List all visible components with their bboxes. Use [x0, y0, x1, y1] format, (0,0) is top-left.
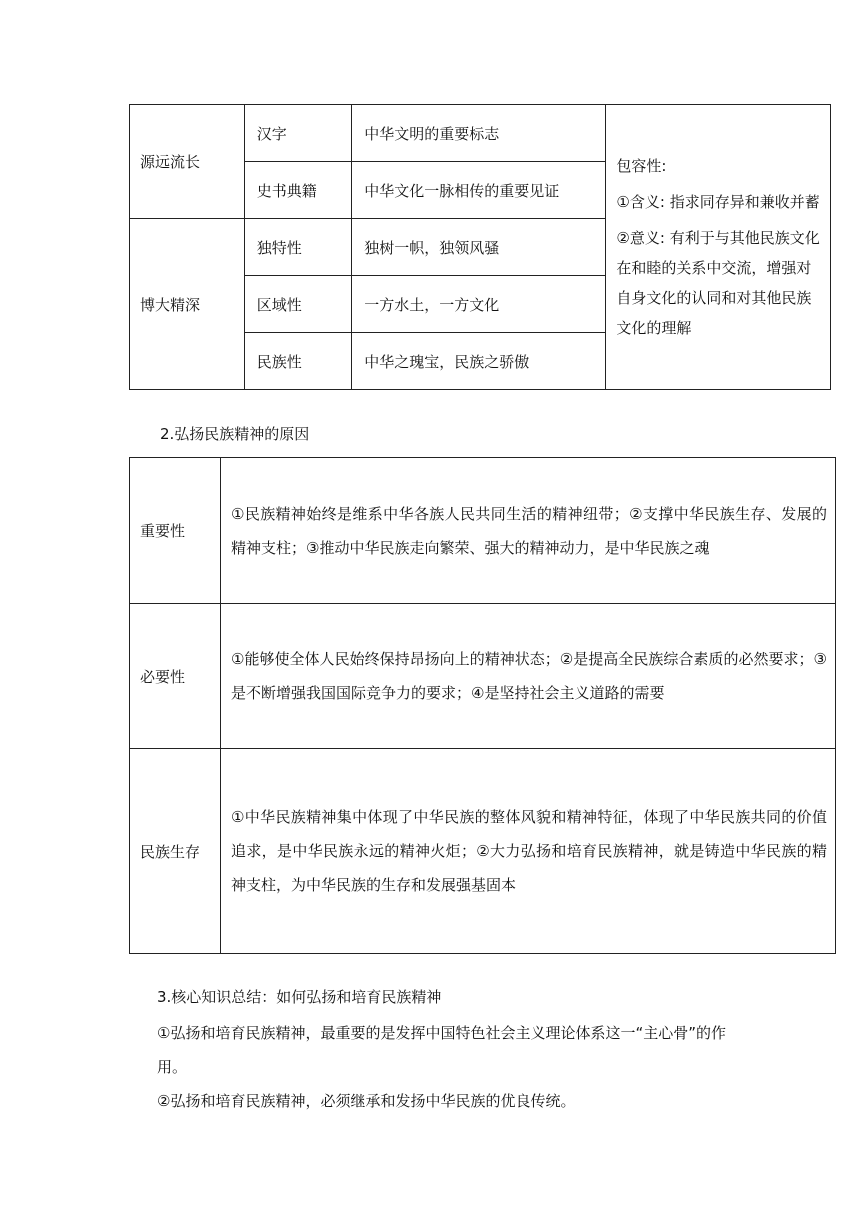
description-cell: 中华文化一脉相传的重要见证 [352, 162, 606, 219]
description-cell: 中华文明的重要标志 [352, 105, 606, 162]
inclusiveness-meaning: ①含义: 指求同存异和兼收并蓄 [616, 193, 820, 211]
table-row [130, 749, 836, 954]
culture-features-table [129, 104, 831, 390]
section-heading: 2.弘扬民族精神的原因 [160, 425, 310, 443]
reason-content: ①中华民族精神集中体现了中华民族的整体风貌和精神特征，体现了中华民族共同的价值追求，是中华民族永远的精神火炬；②大力弘扬和培育民族精神，就是铸造中华民族的精神支柱，为中华民族的生存和发展强基固本 [221, 749, 836, 954]
section-heading: 3.核心知识总结：如何弘扬和培育民族精神 [157, 988, 442, 1006]
reason-label: 重要性 [130, 458, 221, 604]
inclusiveness-cell [606, 105, 831, 390]
reason-label: 必要性 [130, 604, 221, 749]
table-row [130, 105, 831, 162]
description-cell: 独树一帜，独领风骚 [352, 219, 606, 276]
inclusiveness-title: 包容性: [616, 157, 667, 175]
feature-cell: 区域性 [244, 276, 351, 333]
feature-cell: 独特性 [244, 219, 351, 276]
reason-content: ①能够使全体人民始终保持昂扬向上的精神状态；②是提高全民族综合素质的必然要求；③是不断增强我国国际竞争力的要求；④是坚持社会主义道路的需要 [221, 604, 836, 749]
feature-cell: 民族性 [244, 333, 351, 390]
reason-label: 民族生存 [130, 749, 221, 954]
summary-line: ②弘扬和培育民族精神，必须继承和发扬中华民族的优良传统。 [157, 1092, 576, 1110]
summary-line: ①弘扬和培育民族精神，最重要的是发挥中国特色社会主义理论体系这一“主心骨”的作 [157, 1024, 726, 1042]
inclusiveness-significance: ②意义: 有利于与其他民族文化在和睦的关系中交流，增强对自身文化的认同和对其他民族文化的理解 [616, 229, 820, 337]
description-cell: 一方水土，一方文化 [352, 276, 606, 333]
group-cell: 博大精深 [130, 219, 245, 390]
table-row [130, 604, 836, 749]
reason-content: ①民族精神始终是维系中华各族人民共同生活的精神纽带；②支撑中华民族生存、发展的精神支柱；③推动中华民族走向繁荣、强大的精神动力，是中华民族之魂 [221, 458, 836, 604]
summary-line-continued: 用。 [157, 1058, 188, 1076]
feature-cell: 汉字 [244, 105, 351, 162]
description-cell: 中华之瑰宝，民族之骄傲 [352, 333, 606, 390]
reasons-table [129, 457, 836, 954]
table-row [130, 458, 836, 604]
feature-cell: 史书典籍 [244, 162, 351, 219]
group-cell: 源远流长 [130, 105, 245, 219]
